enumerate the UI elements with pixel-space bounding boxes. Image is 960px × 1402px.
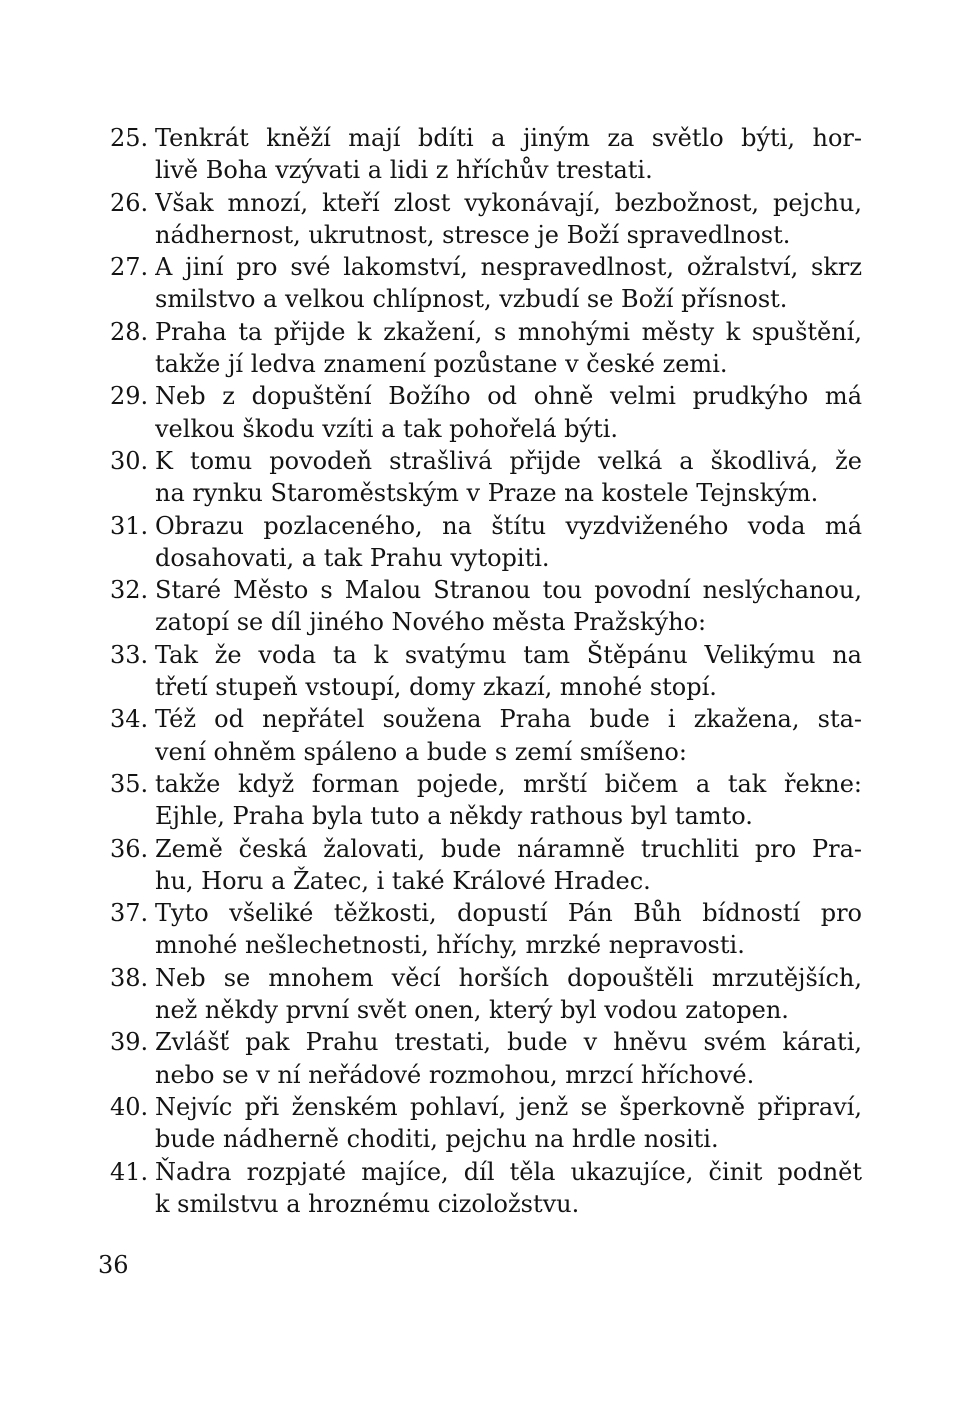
verse-number: 30. — [110, 446, 149, 475]
verse-text — [155, 187, 862, 252]
verse-text — [155, 768, 862, 833]
verse-text — [155, 251, 862, 316]
verse-line: Praha ta přijde k zkažení, s mnohými městy k spuštění, — [155, 317, 862, 346]
verse-item — [110, 251, 862, 316]
verse-text — [155, 510, 862, 575]
verse-line: Neb z dopuštění Božího od ohně velmi prudkýho má — [155, 382, 862, 411]
verse-line: než někdy první svět onen, který byl vodou zatopen. — [155, 996, 789, 1025]
verse-text — [155, 703, 862, 768]
verse-line: na rynku Staroměstským v Praze na kostele Tejnským. — [155, 479, 819, 508]
verse-text — [155, 833, 862, 898]
verse-line: takže když forman pojede, mrští bičem a tak řekne: — [155, 769, 862, 798]
verse-text — [155, 574, 862, 639]
verse-number: 26. — [110, 188, 149, 217]
verse-line: velkou škodu vzíti a tak pohořelá býti. — [155, 414, 619, 443]
verse-number: 35. — [110, 769, 149, 798]
verse-text — [155, 316, 862, 381]
verse-line: smilstvo a velkou chlípnost, vzbudí se Boží přísnost. — [155, 285, 788, 314]
verse-number: 25. — [110, 124, 149, 152]
verse-line: mnohé nešlechetnosti, hříchy, mrzké nepravosti. — [155, 931, 745, 960]
verse-line: A jiní pro své lakomství, nespravedlnost, ožralství, skrz — [155, 253, 862, 282]
verse-line: Země česká žalovati, bude náramně truchliti pro Pra- — [155, 834, 862, 863]
verse-line: nebo se v ní neřádové rozmohou, mrzcí hříchové. — [155, 1060, 755, 1089]
verse-number: 27. — [110, 253, 149, 282]
verse-list — [110, 122, 862, 1220]
verse-line: Ňadra rozpjaté majíce, díl těla ukazujíce, činit podnět — [155, 1157, 862, 1186]
verse-item — [110, 897, 862, 962]
verse-text — [155, 1026, 862, 1091]
verse-number: 36. — [110, 834, 149, 863]
verse-line: Tyto všeliké těžkosti, dopustí Pán Bůh bídností pro — [155, 899, 862, 928]
verse-line: livě Boha vzývati a lidi z hříchův trestati. — [155, 156, 653, 185]
verse-line: Též od nepřátel soužena Praha bude i zkažena, sta- — [155, 705, 862, 734]
verse-number: 40. — [110, 1092, 149, 1121]
verse-line: nádhernost, ukrutnost, stresce je Boží spravedlnost. — [155, 220, 791, 249]
verse-item — [110, 1091, 862, 1156]
verse-item — [110, 122, 862, 187]
verse-item — [110, 445, 862, 510]
verse-line: zatopí se díl jiného Nového města Pražskýho: — [155, 608, 707, 637]
verse-item — [110, 187, 862, 252]
verse-item — [110, 833, 862, 898]
verse-line: Nejvíc při ženském pohlaví, jenž se šperkovně připraví, — [155, 1092, 862, 1121]
verse-text — [155, 962, 862, 1027]
verse-number: 41. — [110, 1157, 149, 1186]
verse-line: Tenkrát kněží mají bdíti a jiným za světlo býti, hor- — [155, 124, 862, 152]
verse-item — [110, 639, 862, 704]
verse-line: třetí stupeň vstoupí, domy zkazí, mnohé stopí. — [155, 673, 717, 702]
verse-item — [110, 703, 862, 768]
verse-text — [155, 1156, 862, 1221]
verse-text — [155, 122, 862, 187]
verse-number: 32. — [110, 576, 149, 605]
verse-line: hu, Horu a Žatec, i také Králové Hradec. — [155, 866, 651, 895]
verse-number: 31. — [110, 511, 149, 540]
verse-text — [155, 445, 862, 510]
verse-line: Ejhle, Praha byla tuto a někdy rathous byl tamto. — [155, 802, 753, 831]
verse-line: dosahovati, a tak Prahu vytopiti. — [155, 543, 550, 572]
verse-line: k smilstvu a hroznému cizoložstvu. — [155, 1189, 580, 1218]
verse-line: vení ohněm spáleno a bude s zemí smíšeno: — [155, 737, 687, 766]
verse-line: Staré Město s Malou Stranou tou povodní neslýchanou, — [155, 576, 862, 605]
verse-item — [110, 1026, 862, 1091]
page-number: 36 — [98, 1251, 129, 1279]
verse-item — [110, 316, 862, 381]
verse-item — [110, 962, 862, 1027]
verse-item — [110, 574, 862, 639]
verse-text — [155, 380, 862, 445]
verse-item — [110, 380, 862, 445]
verse-text — [155, 897, 862, 962]
verse-line: Zvlášť pak Prahu trestati, bude v hněvu svém kárati, — [155, 1028, 862, 1057]
verse-number: 34. — [110, 705, 149, 734]
verse-number: 33. — [110, 640, 149, 669]
verse-item — [110, 510, 862, 575]
verse-line: Tak že voda ta k svatýmu tam Štěpánu Velikýmu na — [155, 640, 862, 669]
verse-line: bude nádherně choditi, pejchu na hrdle nositi. — [155, 1125, 719, 1154]
verse-text — [155, 1091, 862, 1156]
verse-number: 39. — [110, 1028, 149, 1057]
verse-text — [155, 639, 862, 704]
verse-line: Neb se mnohem věcí horších dopouštěli mrzutějších, — [155, 963, 862, 992]
verse-line: K tomu povodeň strašlivá přijde velká a škodlivá, že — [155, 446, 862, 475]
verse-number: 28. — [110, 317, 149, 346]
verse-item — [110, 768, 862, 833]
verse-line: Však mnozí, kteří zlost vykonávají, bezbožnost, pejchu, — [155, 188, 862, 217]
verse-number: 29. — [110, 382, 149, 411]
verse-line: takže jí ledva znamení pozůstane v české zemi. — [155, 350, 728, 379]
verse-number: 38. — [110, 963, 149, 992]
verse-number: 37. — [110, 899, 149, 928]
verse-line: Obrazu pozlaceného, na štítu vyzdviženého voda má — [155, 511, 862, 540]
verse-item — [110, 1156, 862, 1221]
